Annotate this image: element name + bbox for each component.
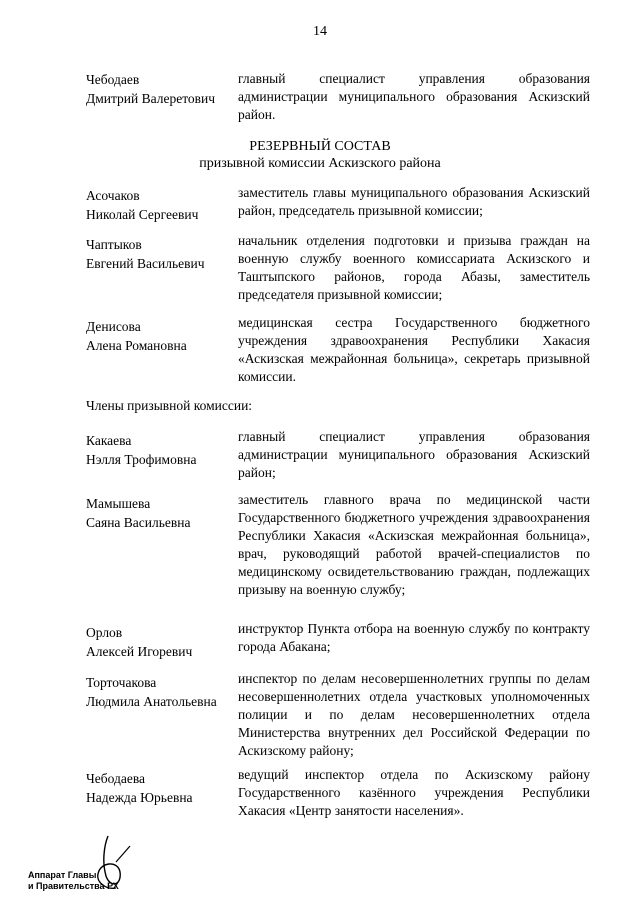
person-position: заместитель главы муниципального образования Аскизский район, председатель призывной комиссии; (238, 185, 590, 218)
person-name: Денисова Алена Романовна (86, 319, 187, 353)
page-number: 14 (313, 24, 327, 39)
reserve-subtitle: призывной комиссии Аскизского района (199, 156, 441, 171)
person-name: Торточакова Людмила Анатольевна (86, 675, 217, 709)
person-name: Чаптыков Евгений Васильевич (86, 237, 205, 271)
person-position: медицинская сестра Государственного бюджетного учреждения здравоохранения Республики Хакасия «Аскизская межрайонная больница», секретарь призывной комиссии. (238, 315, 590, 384)
stamp-line: и Правительства РХ (28, 881, 119, 891)
person-name: Чебодаева Надежда Юрьевна (86, 771, 193, 805)
person-name: Мамышева Саяна Васильевна (86, 496, 191, 530)
person-name: Какаева Нэлля Трофимовна (86, 433, 197, 467)
person-position: главный специалист управления образования администрации муниципального образования Аскизский район; (238, 429, 590, 480)
person-name: Орлов Алексей Игоревич (86, 625, 193, 659)
reserve-title: РЕЗЕРВНЫЙ СОСТАВ (249, 139, 391, 154)
person-name: Асочаков Николай Сергеевич (86, 188, 199, 222)
person-position: инструктор Пункта отбора на военную службу по контракту города Абакана; (238, 621, 590, 654)
reserve-heading (0, 138, 640, 172)
person-position: главный специалист управления образования администрации муниципального образования Аскизский район. (238, 71, 590, 122)
person-position: ведущий инспектор отдела по Аскизскому району Государственного казённого учреждения Республики Хакасия «Центр занятости населения». (238, 767, 590, 818)
person-name: Чебодаев Дмитрий Валеретович (86, 72, 216, 106)
person-position: инспектор по делам несовершеннолетних группы по делам несовершеннолетних отдела участковых уполномоченных полиции и по делам несовершеннолетних отдела Министерства внутренних дел Российской Федерации по Аскизскому району; (238, 671, 590, 758)
stamp-line: Аппарат Главы (28, 870, 97, 880)
members-heading: Члены призывной комиссии: (86, 398, 253, 413)
person-position: начальник отделения подготовки и призыва граждан на военную службу военного комиссариата Аскизского и Таштыпского районов, города Абазы, заместитель председателя призывной комиссии; (238, 233, 590, 302)
person-position: заместитель главного врача по медицинской части Государственного бюджетного учреждения здравоохранения Республики Хакасия «Аскизская межрайонная больница», врач, руководящий работой врачей-специалистов по медицинскому освидетельствованию граждан, подлежащих призыву на военную службу; (238, 492, 590, 597)
office-stamp (28, 870, 119, 892)
